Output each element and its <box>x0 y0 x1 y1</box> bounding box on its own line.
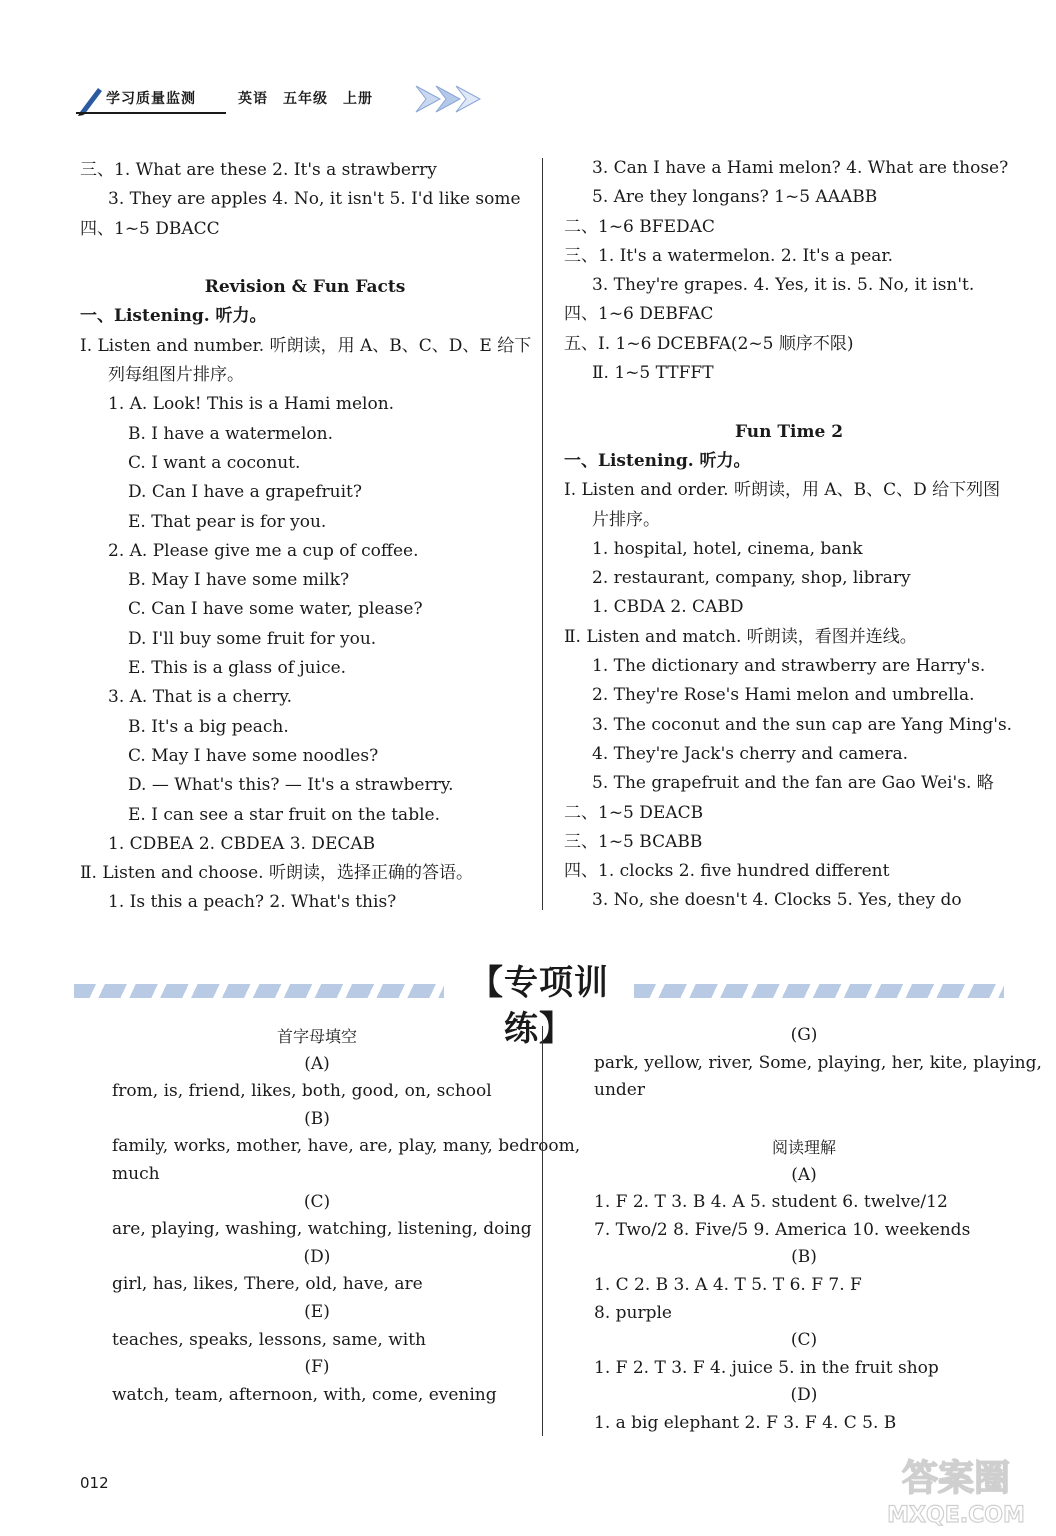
pen-icon <box>76 82 106 116</box>
answer-line: are, playing, washing, watching, listening, doing <box>112 1219 532 1240</box>
book-subject-grade: 英语 五年级 上册 <box>238 91 373 107</box>
answer-line: B. It's a big peach. <box>128 716 289 737</box>
spacer <box>80 244 530 273</box>
answer-line: 五、Ⅰ. 1~6 DCEBFA(2~5 顺序不限) <box>564 333 854 354</box>
answer-line: C. May I have some noodles? <box>128 745 379 766</box>
answers-column-left <box>80 156 530 918</box>
answer-line: 1. F 2. T 3. B 4. A 5. student 6. twelve/12 <box>594 1192 948 1213</box>
spacer <box>594 1105 1014 1134</box>
answer-line: C. Can I have some water, please? <box>128 599 423 620</box>
answer-line: (D) <box>790 1385 818 1406</box>
answer-line: much <box>112 1163 160 1184</box>
answer-line: (B) <box>791 1247 817 1268</box>
header-rule <box>76 112 226 114</box>
answer-line: 1. The dictionary and strawberry are Harry's. <box>592 656 986 677</box>
answer-line: B. I have a watermelon. <box>128 423 334 444</box>
answer-line: 三、1. What are these 2. It's a strawberry <box>80 160 437 180</box>
answer-line: D. Can I have a grapefruit? <box>128 482 362 503</box>
answer-line: 一、Listening. 听力。 <box>564 450 751 471</box>
page-header <box>76 82 496 118</box>
answer-line: D. I'll buy some fruit for you. <box>128 628 377 649</box>
answer-line: from, is, friend, likes, both, good, on, school <box>112 1081 492 1102</box>
answer-line: 3. They are apples 4. No, it isn't 5. I'd like some <box>108 189 521 210</box>
answer-line: 列每组图片排序。 <box>108 365 244 386</box>
answer-line: park, yellow, river, Some, playing, her, kite, playing, <box>594 1052 1042 1073</box>
column-divider <box>542 158 543 910</box>
banner-stripes-right <box>634 984 1004 998</box>
answer-line: 1. hospital, hotel, cinema, bank <box>592 538 863 559</box>
special-training-right <box>594 1022 1042 1438</box>
answer-line: Ⅱ. Listen and match. 听朗读，看图并连线。 <box>564 626 917 647</box>
answer-line: 3. No, she doesn't 4. Clocks 5. Yes, they do <box>592 890 962 911</box>
answer-line: 1. CDBEA 2. CBDEA 3. DECAB <box>108 833 376 854</box>
answer-line: 四、1. clocks 2. five hundred different <box>564 861 890 882</box>
answer-line: 片排序。 <box>592 509 660 530</box>
double-chevron-icon <box>414 82 488 116</box>
banner-stripes-left <box>74 984 444 998</box>
answer-line: 5. Are they longans? 1~5 AAABB <box>592 187 878 208</box>
answer-line: watch, team, afternoon, with, come, evening <box>112 1384 497 1405</box>
book-series-title: 学习质量监测 <box>106 91 196 107</box>
answer-line: Ⅱ. 1~5 TTFFT <box>592 363 714 384</box>
answer-line: 1. Is this a peach? 2. What's this? <box>108 892 397 913</box>
answer-line: girl, has, likes, There, old, have, are <box>112 1274 423 1295</box>
section-heading: 阅读理解 <box>771 1138 836 1158</box>
answer-line: Ⅰ. Listen and order. 听朗读，用 A、B、C、D 给下列图 <box>564 480 1001 501</box>
answers-column-right <box>564 154 1014 916</box>
answer-line: 5. The grapefruit and the fan are Gao Wei's. 略 <box>592 773 994 794</box>
answer-line: 1. F 2. T 3. F 4. juice 5. in the fruit shop <box>594 1357 939 1378</box>
answer-line: 1. a big elephant 2. F 3. F 4. C 5. B <box>594 1413 897 1434</box>
answer-line: 3. They're grapes. 4. Yes, it is. 5. No, it isn't. <box>592 275 975 296</box>
answer-line: E. That pear is for you. <box>128 511 327 532</box>
watermark-line2: MXQE.COM <box>887 1503 1025 1528</box>
answer-line: (G) <box>790 1025 818 1045</box>
watermark-logo <box>876 1448 1036 1528</box>
answer-line: 二、1~6 BFEDAC <box>564 216 715 237</box>
answer-line: (B) <box>304 1108 330 1129</box>
answer-line: E. I can see a star fruit on the table. <box>128 804 440 825</box>
answer-line: 7. Two/2 8. Five/5 9. America 10. weekends <box>594 1219 971 1240</box>
answer-line: B. May I have some milk? <box>128 570 350 591</box>
answer-line: (A) <box>791 1164 817 1185</box>
answer-line: Ⅱ. Listen and choose. 听朗读，选择正确的答语。 <box>80 863 473 884</box>
answer-line: (A) <box>304 1053 330 1074</box>
answer-line: 三、1~5 BCABB <box>564 831 703 852</box>
banner-title: 【专项训练】 <box>469 963 609 1049</box>
answer-line: 3. A. That is a cherry. <box>108 687 293 708</box>
answer-line: 2. restaurant, company, shop, library <box>592 568 911 589</box>
answer-line: 四、1~5 DBACC <box>80 218 220 239</box>
answer-line: 4. They're Jack's cherry and camera. <box>592 743 909 764</box>
answer-line: (C) <box>790 1330 818 1351</box>
answer-line: 二、1~5 DEACB <box>564 802 704 823</box>
answer-line: (E) <box>304 1301 330 1322</box>
section-heading: Fun Time 2 <box>734 421 844 442</box>
answer-line: (F) <box>304 1357 330 1378</box>
answer-line: 四、1~6 DEBFAC <box>564 304 714 325</box>
page-number: 012 <box>80 1474 109 1492</box>
answer-line: under <box>594 1080 645 1101</box>
answer-line: E. This is a glass of juice. <box>128 658 347 679</box>
watermark-line1: 答案圈 <box>901 1458 1011 1499</box>
answer-line: 2. A. Please give me a cup of coffee. <box>108 540 419 561</box>
answer-line: C. I want a coconut. <box>128 452 301 473</box>
answer-line: family, works, mother, have, are, play, many, bedroom, <box>112 1136 581 1157</box>
answer-line: 1. C 2. B 3. A 4. T 5. T 6. F 7. F <box>594 1275 862 1296</box>
answer-line: Ⅰ. Listen and number. 听朗读，用 A、B、C、D、E 给下 <box>80 335 532 356</box>
answer-line: D. — What's this? — It's a strawberry. <box>128 775 454 796</box>
answer-line: 8. purple <box>594 1302 672 1323</box>
answer-line: 一、Listening. 听力。 <box>80 306 267 327</box>
answer-line: 2. They're Rose's Hami melon and umbrella. <box>592 685 975 706</box>
special-training-left <box>112 1023 581 1409</box>
answer-line: 三、1. It's a watermelon. 2. It's a pear. <box>564 245 894 266</box>
section-heading: 首字母填空 <box>276 1027 357 1046</box>
answer-line: 1. CBDA 2. CABD <box>592 597 744 618</box>
answer-line: 3. The coconut and the sun cap are Yang Ming's. <box>592 714 1013 735</box>
spacer <box>564 388 1014 417</box>
answer-line: teaches, speaks, lessons, same, with <box>112 1329 427 1350</box>
section-heading: Revision & Fun Facts <box>204 277 406 298</box>
answer-line: 3. Can I have a Hami melon? 4. What are those? <box>592 158 1009 178</box>
answer-line: 1. A. Look! This is a Hami melon. <box>108 394 395 415</box>
answer-line: (D) <box>303 1246 331 1267</box>
column-divider-bottom <box>542 1026 543 1436</box>
answer-line: (C) <box>303 1191 331 1212</box>
